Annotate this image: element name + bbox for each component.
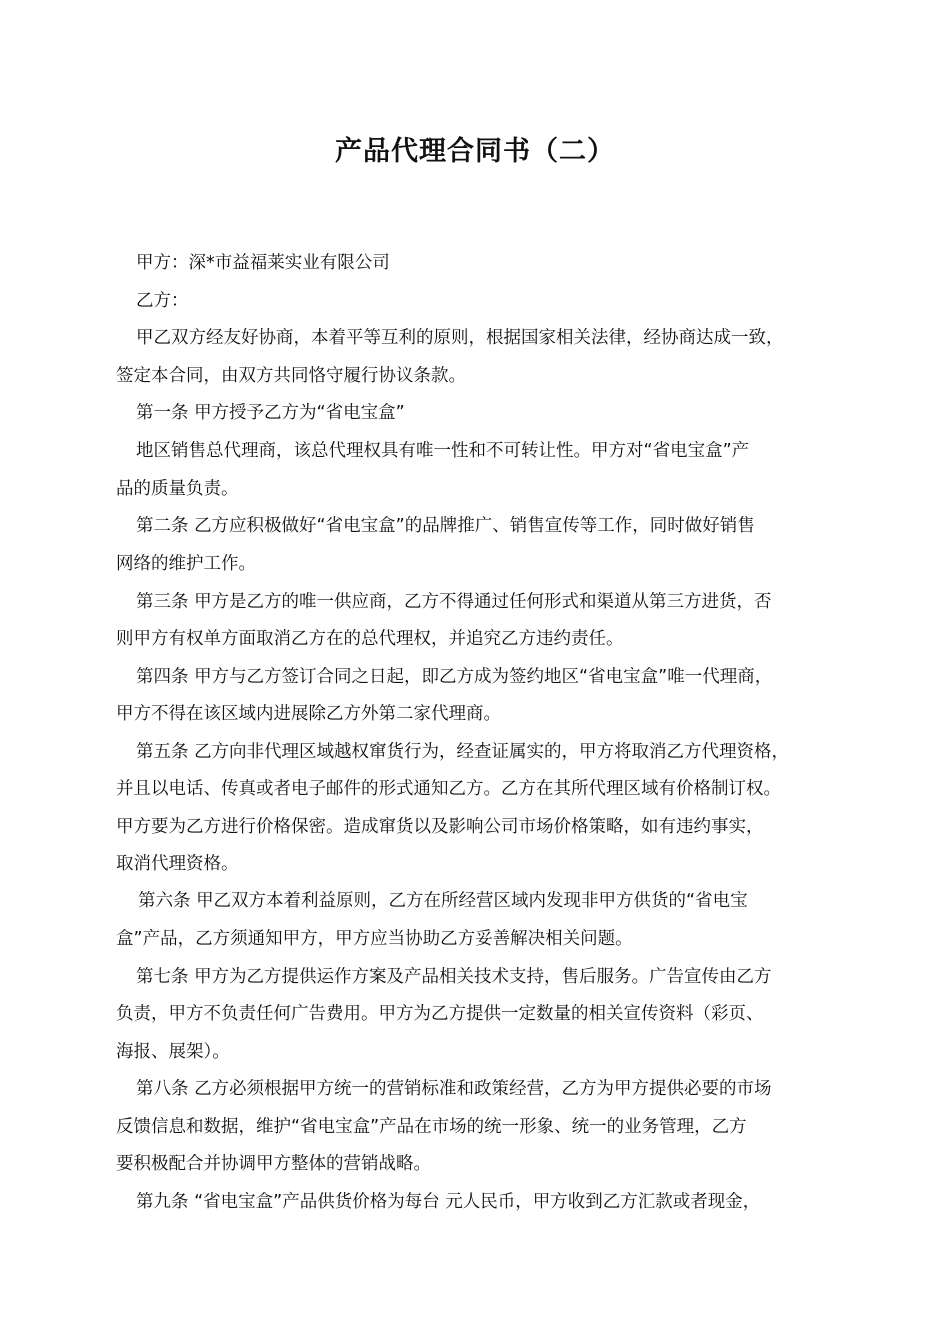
article-6-line-1: 第六条 甲乙双方本着利益原则，乙方在所经营区域内发现非甲方供货的“省电宝 [138,891,748,911]
article-8-line-3: 要积极配合并协调甲方整体的营销战略。 [116,1154,431,1174]
document-title: 产品代理合同书（二） [335,136,615,167]
article-9-line-1: 第九条 “省电宝盒”产品供货价格为每台 元人民币，甲方收到乙方汇款或者现金， [136,1192,761,1212]
preamble-line-2: 签定本合同，由双方共同恪守履行协议条款。 [116,366,466,386]
party-b-line: 乙方： [136,291,189,311]
article-7-line-1: 第七条 甲方为乙方提供运作方案及产品相关技术支持，售后服务。广告宣传由乙方 [136,967,772,987]
article-5-line-2: 并且以电话、传真或者电子邮件的形式通知乙方。乙方在其所代理区域有价格制订权。 [116,779,781,799]
article-2-line-2: 网络的维护工作。 [116,554,256,574]
article-1-line-3: 品的质量负责。 [116,479,239,499]
article-3-line-2: 则甲方有权单方面取消乙方在的总代理权，并追究乙方违约责任。 [116,629,624,649]
article-7-line-2: 负责，甲方不负责任何广告费用。甲方为乙方提供一定数量的相关宣传资料（彩页、 [116,1004,764,1024]
article-1-line-1: 第一条 甲方授予乙方为“省电宝盒” [136,403,405,423]
article-6-line-2: 盒”产品，乙方须通知甲方，甲方应当协助乙方妥善解决相关问题。 [116,929,633,949]
party-a-line: 甲方：深*市益福莱实业有限公司 [136,253,390,273]
article-4-line-1: 第四条 甲方与乙方签订合同之日起，即乙方成为签约地区“省电宝盒”唯一代理商， [136,667,773,687]
article-4-line-2: 甲方不得在该区域内进展除乙方外第二家代理商。 [116,704,501,724]
article-5-line-3: 甲方要为乙方进行价格保密。造成窜货以及影响公司市场价格策略，如有违约事实， [116,817,764,837]
article-8-line-2: 反馈信息和数据，维护“省电宝盒”产品在市场的统一形象、统一的业务管理，乙方 [116,1117,747,1137]
article-8-line-1: 第八条 乙方必须根据甲方统一的营销标准和政策经营，乙方为甲方提供必要的市场 [136,1079,772,1099]
article-7-line-3: 海报、展架）。 [116,1042,230,1062]
preamble-line-1: 甲乙双方经友好协商，本着平等互利的原则，根据国家相关法律，经协商达成一致， [136,328,784,348]
article-1-line-2: 地区销售总代理商，该总代理权具有唯一性和不可转让性。甲方对“省电宝盒”产 [136,441,750,461]
article-3-line-1: 第三条 甲方是乙方的唯一供应商，乙方不得通过任何形式和渠道从第三方进货，否 [136,592,772,612]
article-2-line-1: 第二条 乙方应积极做好“省电宝盒”的品牌推广、销售宣传等工作，同时做好销售 [136,516,755,536]
article-5-line-4: 取消代理资格。 [116,854,239,874]
article-5-line-1: 第五条 乙方向非代理区域越权窜货行为，经查证属实的，甲方将取消乙方代理资格， [136,742,790,762]
